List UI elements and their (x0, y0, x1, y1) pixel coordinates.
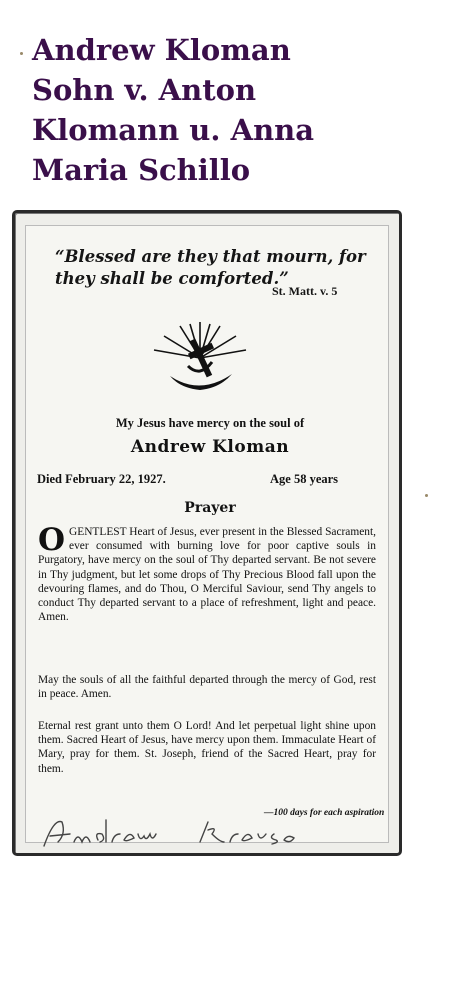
eternal-rest-paragraph: Eternal rest grant unto them O Lord! And let perpetual light shine upon them. Sacred Heart of Jesus, have mercy upon them. Immaculate Heart of Mary, pray for them. St. Joseph, friend of the Sacred Heart, pray for them. (38, 720, 376, 775)
scan-speck (425, 494, 428, 497)
quote-line-1: “Blessed are they that mourn, for (55, 247, 366, 266)
cross-anchor-emblem-icon (140, 318, 260, 398)
indulgence-note: —100 days for each aspiration (264, 808, 385, 818)
prayer-paragraph (38, 522, 376, 624)
prayer-dropcap: O (38, 522, 66, 558)
faithful-departed-paragraph: May the souls of all the faithful departed through the mercy of God, rest in peace. Amen. (38, 674, 376, 701)
heading-line-1: Andrew Kloman (32, 33, 291, 67)
heading-line-3: Klomann u. Anna (32, 113, 315, 147)
deceased-name: Andrew Kloman (130, 437, 290, 457)
age-at-death: Age 58 years (270, 472, 339, 486)
date-of-death: Died February 22, 1927. (37, 472, 166, 486)
prayer-title: Prayer (184, 500, 236, 516)
scripture-citation: St. Matt. v. 5 (272, 284, 338, 298)
heading-line-2: Sohn v. Anton (32, 73, 257, 107)
mercy-line: My Jesus have mercy on the soul of (115, 416, 305, 430)
scan-speck (20, 52, 23, 55)
quote-line-2: they shall be comforted.” (55, 269, 289, 288)
prayer-text: GENTLEST Heart of Jesus, ever present in the Blessed Sacrament, ever consumed with burning love for poor captive souls in Purgatory, have mercy on the soul of Thy departed servant. Be not severe in Thy judgment, but let some drops of Thy Precious Blood fall upon the devouring flames, and do Thou, O Merciful Saviour, send Thy angels to conduct Thy departed servant to a place of refreshment, light and peace. Amen. (38, 526, 376, 624)
heading-line-4: Maria Schillo (32, 153, 251, 187)
handwritten-signature (40, 812, 340, 852)
page-heading (32, 30, 432, 190)
